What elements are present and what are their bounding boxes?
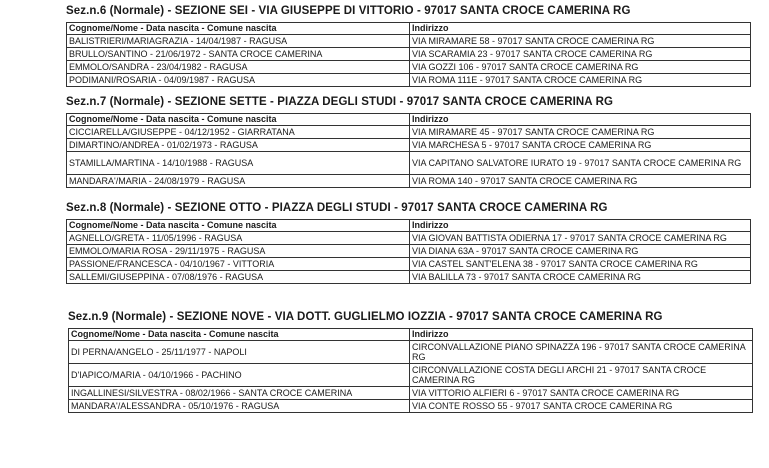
table-row: [67, 35, 751, 48]
table-row: [69, 341, 753, 364]
cell-address: VIA MIRAMARE 58 - 97017 SANTA CROCE CAMERINA RG: [410, 35, 751, 48]
cell-name: DI PERNA/ANGELO - 25/11/1977 - NAPOLI: [69, 341, 410, 364]
cell-address: CIRCONVALLAZIONE COSTA DEGLI ARCHI 21 - 97017 SANTA CROCE CAMERINA RG: [410, 364, 753, 387]
section-6: [66, 4, 751, 87]
cell-name: BRULLO/SANTINO - 21/06/1972 - SANTA CROCE CAMERINA: [67, 48, 410, 61]
table-row: [69, 364, 753, 387]
cell-name: EMMOLO/SANDRA - 23/04/1982 - RAGUSA: [67, 61, 410, 74]
table-header-row: [67, 220, 751, 232]
cell-address: CIRCONVALLAZIONE PIANO SPINAZZA 196 - 97017 SANTA CROCE CAMERINA RG: [410, 341, 753, 364]
cell-name: AGNELLO/GRETA - 11/05/1996 - RAGUSA: [67, 232, 410, 245]
table-header-row: [67, 23, 751, 35]
cell-address: VIA VITTORIO ALFIERI 6 - 97017 SANTA CROCE CAMERINA RG: [410, 387, 753, 400]
table-row: [67, 175, 751, 188]
table-row: [67, 245, 751, 258]
cell-address: VIA DIANA 63A - 97017 SANTA CROCE CAMERINA RG: [410, 245, 751, 258]
table-row: [67, 271, 751, 284]
cell-name: INGALLINESI/SILVESTRA - 08/02/1966 - SANTA CROCE CAMERINA: [69, 387, 410, 400]
cell-address: VIA ROMA 140 - 97017 SANTA CROCE CAMERINA RG: [410, 175, 751, 188]
table-row: [67, 139, 751, 152]
voters-table: [66, 113, 751, 188]
cell-address: VIA ROMA 111E - 97017 SANTA CROCE CAMERINA RG: [410, 74, 751, 87]
cell-address: VIA GOZZI 106 - 97017 SANTA CROCE CAMERINA RG: [410, 61, 751, 74]
cell-name: STAMILLA/MARTINA - 14/10/1988 - RAGUSA: [67, 152, 410, 175]
cell-name: D'IAPICO/MARIA - 04/10/1966 - PACHINO: [69, 364, 410, 387]
table-row: [67, 48, 751, 61]
section-9: [68, 310, 753, 413]
column-header-name: Cognome/Nome - Data nascita - Comune nascita: [67, 220, 410, 232]
cell-name: CICCIARELLA/GIUSEPPE - 04/12/1952 - GIARRATANA: [67, 126, 410, 139]
column-header-address: Indirizzo: [410, 23, 751, 35]
section-title: Sez.n.8 (Normale) - SEZIONE OTTO - PIAZZA DEGLI STUDI - 97017 SANTA CROCE CAMERINA RG: [66, 202, 608, 214]
table-row: [69, 400, 753, 413]
cell-name: EMMOLO/MARIA ROSA - 29/11/1975 - RAGUSA: [67, 245, 410, 258]
cell-name: MANDARA'/MARIA - 24/08/1979 - RAGUSA: [67, 175, 410, 188]
cell-name: PASSIONE/FRANCESCA - 04/10/1967 - VITTORIA: [67, 258, 410, 271]
cell-address: VIA MARCHESA 5 - 97017 SANTA CROCE CAMERINA RG: [410, 139, 751, 152]
table-row: [67, 61, 751, 74]
cell-name: MANDARA'/ALESSANDRA - 05/10/1976 - RAGUSA: [69, 400, 410, 413]
cell-name: PODIMANI/ROSARIA - 04/09/1987 - RAGUSA: [67, 74, 410, 87]
column-header-address: Indirizzo: [410, 329, 753, 341]
voters-table: [66, 219, 751, 284]
cell-address: VIA SCARAMIA 23 - 97017 SANTA CROCE CAMERINA RG: [410, 48, 751, 61]
table-row: [67, 152, 751, 175]
table-row: [67, 74, 751, 87]
table-row: [67, 232, 751, 245]
section-7: [66, 95, 751, 188]
cell-name: BALISTRIERI/MARIAGRAZIA - 14/04/1987 - RAGUSA: [67, 35, 410, 48]
column-header-name: Cognome/Nome - Data nascita - Comune nascita: [69, 329, 410, 341]
cell-address: VIA CONTE ROSSO 55 - 97017 SANTA CROCE CAMERINA RG: [410, 400, 753, 413]
cell-address: VIA GIOVAN BATTISTA ODIERNA 17 - 97017 SANTA CROCE CAMERINA RG: [410, 232, 751, 245]
cell-address: VIA CASTEL SANT'ELENA 38 - 97017 SANTA CROCE CAMERINA RG: [410, 258, 751, 271]
column-header-address: Indirizzo: [410, 220, 751, 232]
cell-name: DIMARTINO/ANDREA - 01/02/1973 - RAGUSA: [67, 139, 410, 152]
section-8: [66, 201, 751, 284]
table-row: [69, 387, 753, 400]
table-row: [67, 258, 751, 271]
column-header-name: Cognome/Nome - Data nascita - Comune nascita: [67, 23, 410, 35]
table-header-row: [69, 329, 753, 341]
voters-table: [66, 22, 751, 87]
column-header-name: Cognome/Nome - Data nascita - Comune nascita: [67, 114, 410, 126]
section-title: Sez.n.6 (Normale) - SEZIONE SEI - VIA GIUSEPPE DI VITTORIO - 97017 SANTA CROCE CAMERINA RG: [66, 5, 631, 17]
section-title: Sez.n.9 (Normale) - SEZIONE NOVE - VIA DOTT. GUGLIELMO IOZZIA - 97017 SANTA CROCE CAMERINA RG: [68, 311, 663, 323]
cell-name: SALLEMI/GIUSEPPINA - 07/08/1976 - RAGUSA: [67, 271, 410, 284]
table-header-row: [67, 114, 751, 126]
column-header-address: Indirizzo: [410, 114, 751, 126]
voters-table: [68, 328, 753, 413]
table-row: [67, 126, 751, 139]
section-title: Sez.n.7 (Normale) - SEZIONE SETTE - PIAZZA DEGLI STUDI - 97017 SANTA CROCE CAMERINA RG: [66, 96, 614, 108]
cell-address: VIA MIRAMARE 45 - 97017 SANTA CROCE CAMERINA RG: [410, 126, 751, 139]
cell-address: VIA CAPITANO SALVATORE IURATO 19 - 97017 SANTA CROCE CAMERINA RG: [410, 152, 751, 175]
cell-address: VIA BALILLA 73 - 97017 SANTA CROCE CAMERINA RG: [410, 271, 751, 284]
